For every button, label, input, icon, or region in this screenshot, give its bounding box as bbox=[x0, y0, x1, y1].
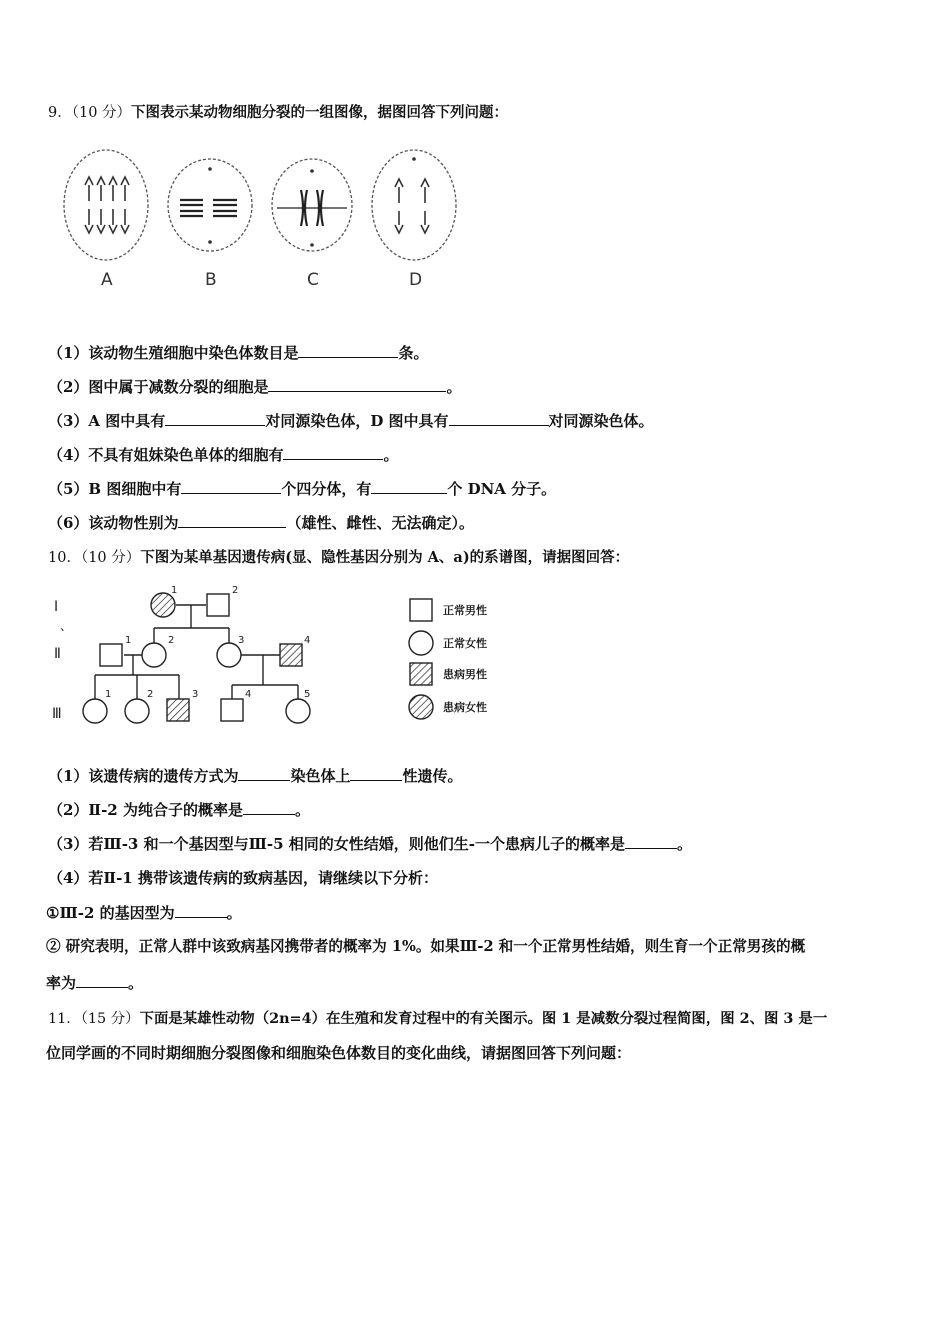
cell-a bbox=[64, 150, 148, 260]
legend-normal-male: 正常男性 bbox=[443, 604, 487, 617]
q10-sub4-2: ② 研究表明，正常人群中该致病基冈携带者的概率为 1%。如果Ⅲ-2 和一个正常男性结婚，则生育一个正常男孩的概 bbox=[46, 938, 806, 955]
answer-blank[interactable] bbox=[175, 903, 227, 918]
generation-label-1: Ⅰ bbox=[54, 599, 59, 615]
q10-sub4-2-cont: 率为 。 bbox=[46, 974, 144, 992]
q10-sub4-1: ①Ⅲ-2 的基因型为 。 bbox=[46, 904, 242, 922]
pedigree-legend bbox=[405, 594, 515, 724]
pedigree-num: 2 bbox=[168, 635, 175, 646]
q9-sub6: （6）该动物性别为 （雄性、雌性、无法确定）。 bbox=[48, 514, 474, 532]
answer-blank[interactable] bbox=[181, 479, 281, 494]
figure-label-b: B bbox=[205, 270, 217, 290]
answer-blank[interactable] bbox=[238, 766, 290, 781]
q11-stem-1: 下面是某雄性动物（2n=4）在生殖和发育过程中的有关图示。图 1 是减数分裂过程简图，图 2、图 3 是一 bbox=[139, 1010, 828, 1027]
legend-normal-male-symbol bbox=[410, 599, 432, 621]
pedigree-II-2 bbox=[142, 643, 166, 667]
q11-stem-line bbox=[48, 1009, 827, 1029]
q9-sub1: （1）该动物生殖细胞中染色体数目是 条。 bbox=[48, 344, 429, 362]
pedigree-I-1 bbox=[151, 593, 175, 617]
q9-sub5: （5）B 图细胞中有 个四分体，有 个 DNA 分子。 bbox=[48, 480, 557, 498]
pedigree-num: 5 bbox=[304, 689, 311, 700]
q9-score: （10 分） bbox=[71, 105, 132, 121]
pedigree-I-2 bbox=[207, 594, 229, 616]
answer-blank[interactable] bbox=[268, 377, 446, 392]
pedigree-num: 1 bbox=[171, 585, 178, 596]
q9-sub2: （2）图中属于减数分裂的细胞是 。 bbox=[48, 378, 462, 396]
q10-stem: 下图为某单基因遗传病(显、隐性基因分别为 A、a)的系谱图，请据图回答： bbox=[140, 549, 630, 566]
legend-affected-female-symbol bbox=[409, 695, 433, 719]
pedigree-num: 1 bbox=[105, 689, 112, 700]
q10-score: （10 分） bbox=[80, 550, 141, 566]
legend-affected-female: 患病女性 bbox=[443, 701, 487, 714]
q9-sub4: （4）不具有姐妹染色单体的细胞有 。 bbox=[48, 446, 399, 464]
answer-blank[interactable] bbox=[283, 445, 383, 460]
q11-stem-2: 位同学画的不同时期细胞分裂图像和细胞染色体数目的变化曲线，请据图回答下列问题： bbox=[46, 1044, 632, 1062]
q11-score: （15 分） bbox=[80, 1011, 140, 1027]
pedigree-II-4 bbox=[280, 644, 302, 666]
answer-blank[interactable] bbox=[371, 479, 447, 494]
pedigree-II-1 bbox=[100, 644, 122, 666]
pedigree-III-4 bbox=[221, 699, 243, 721]
q9-sub3: （3）A 图中具有 对同源染色体，D 图中具有 对同源染色体。 bbox=[48, 412, 654, 430]
answer-blank[interactable] bbox=[449, 411, 549, 426]
answer-blank[interactable] bbox=[298, 343, 398, 358]
q10-sub2: （2）Ⅱ-2 为纯合子的概率是 。 bbox=[48, 801, 310, 819]
pedigree-num: 4 bbox=[245, 689, 252, 700]
generation-label-comma: 、 bbox=[60, 619, 73, 633]
q11-number: 11． bbox=[48, 1011, 81, 1027]
pedigree-num: 2 bbox=[232, 585, 239, 596]
pedigree-num: 4 bbox=[304, 635, 311, 646]
q9-number: 9． bbox=[48, 105, 72, 121]
figure-label-c: C bbox=[307, 270, 319, 290]
generation-label-2: Ⅱ bbox=[54, 646, 61, 662]
legend-normal-female-symbol bbox=[409, 631, 433, 655]
pedigree-III-2 bbox=[125, 699, 149, 723]
figure-label-a: A bbox=[101, 270, 113, 290]
q9-stem: 下图表示某动物细胞分裂的一组图像，据图回答下列问题： bbox=[131, 104, 509, 121]
legend-affected-male-symbol bbox=[410, 663, 432, 685]
pedigree-num: 3 bbox=[238, 635, 245, 646]
figure-label-d: D bbox=[409, 270, 423, 290]
pedigree-III-3 bbox=[167, 699, 189, 721]
q11-stem-line-2 bbox=[46, 1043, 631, 1063]
answer-blank[interactable] bbox=[350, 766, 402, 781]
q9-stem-line bbox=[48, 103, 508, 123]
pedigree-chart bbox=[48, 580, 328, 735]
cell-c bbox=[272, 159, 352, 251]
q10-sub1: （1）该遗传病的遗传方式为 染色体上 性遗传。 bbox=[48, 767, 463, 785]
q10-stem-line bbox=[48, 548, 629, 568]
pedigree-num: 2 bbox=[147, 689, 154, 700]
q10-sub3: （3）若Ⅲ-3 和一个基因型与Ⅲ-5 相同的女性结婚，则他们生-一个患病儿子的概率是 。 bbox=[48, 835, 692, 853]
answer-blank[interactable] bbox=[625, 834, 677, 849]
generation-label-3: Ⅲ bbox=[52, 706, 62, 722]
pedigree-num: 3 bbox=[192, 689, 199, 700]
legend-normal-female: 正常女性 bbox=[443, 637, 487, 650]
pedigree-III-1 bbox=[83, 699, 107, 723]
cell-division-figure bbox=[55, 145, 475, 295]
pedigree-III-5 bbox=[286, 699, 310, 723]
q10-number: 10． bbox=[48, 550, 81, 566]
pedigree-II-3 bbox=[217, 643, 241, 667]
answer-blank[interactable] bbox=[178, 513, 286, 528]
answer-blank[interactable] bbox=[243, 800, 295, 815]
legend-affected-male: 患病男性 bbox=[443, 668, 487, 681]
q10-sub4: （4）若Ⅱ-1 携带该遗传病的致病基因，请继续以下分析： bbox=[48, 869, 438, 887]
answer-blank[interactable] bbox=[165, 411, 265, 426]
pedigree-num: 1 bbox=[125, 635, 132, 646]
cell-d bbox=[372, 150, 456, 260]
answer-blank[interactable] bbox=[76, 973, 128, 988]
